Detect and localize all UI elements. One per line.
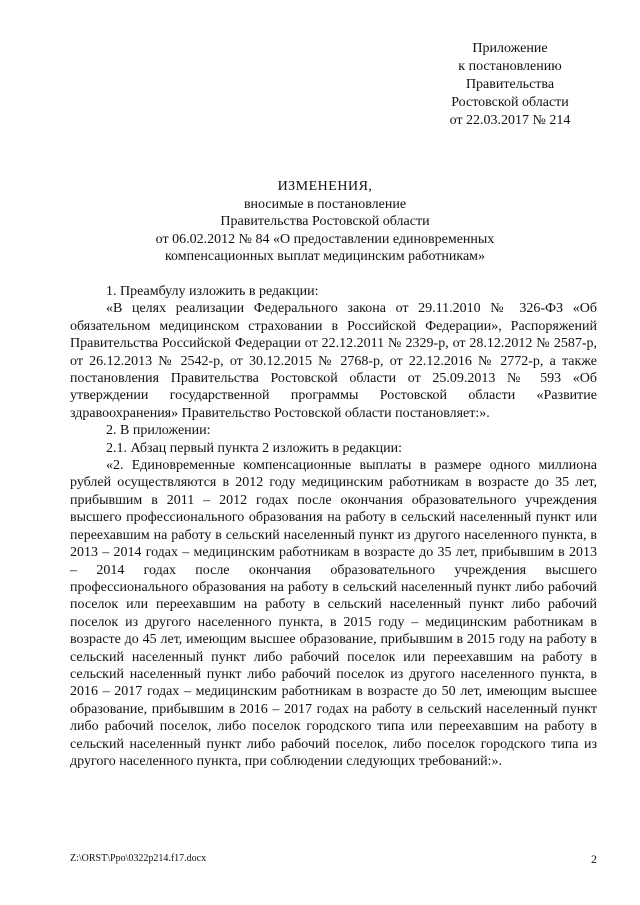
appendix-block (420, 40, 600, 130)
page-footer (70, 853, 597, 865)
paragraph: 2. В приложении: (106, 423, 211, 439)
heading-line: Правительства Ростовской области (220, 214, 430, 229)
page-number: 2 (591, 852, 597, 866)
heading-line: компенсационных выплат медицинским работникам» (164, 249, 486, 264)
heading-line: от 06.02.2012 № 84 «О предоставлении единовременных (155, 231, 495, 247)
appendix-line: Приложение (472, 41, 548, 56)
paragraph: 2.1. Абзац первый пункта 2 изложить в редакции: (106, 440, 403, 456)
document-title: ИЗМЕНЕНИЯ, (277, 179, 373, 194)
appendix-line: Ростовской области (451, 95, 569, 110)
document-body (70, 283, 597, 770)
paragraph: 1. Преамбулу изложить в редакции: (106, 284, 319, 299)
heading-line: вносимые в постановление (243, 196, 407, 212)
paragraph: «В целях реализации Федерального закона от 29.11.2010 № 326-ФЗ «Об обязательном медицинском страховании в Российской Федерации», Распоряжений Правительства Российской Федерации от 22.12.2011 № 2329-р, от 28.12.2012 № 2587-р, от 26.12.2013 № 2542-р, от 30.12.2015 № 2768-р, от 22.12.2016 № 2772-р, а также постановления Правительства Ростовской области от 25.09.2013 № 593 «Об утверждении государственной программы Ростовской области «Развитие здравоохранения» Правительство Ростовской области постановляет:». (70, 301, 597, 421)
appendix-line: к постановлению (458, 59, 562, 74)
appendix-line: от 22.03.2017 № 214 (449, 113, 571, 128)
paragraph: «2. Единовременные компенсационные выплаты в размере одного миллиона рублей осуществляются в 2012 году медицинским работникам в возрасте до 35 лет, прибывшим в 2011 – 2012 годах после окончания образовательного учреждения высшего профессионального образования на работу в сельский населенный пункт или переехавшим на работу в сельский населенный пункт из другого населенного пункта, в 2013 – 2014 годах – медицинским работникам в возрасте до 35 лет, прибывшим в 2013 – 2014 годах после окончания образовательного учреждения высшего профессионального образования на работу в сельский населенный пункт либо рабочий поселок или переехавшим на работу в сельский населенный пункт либо рабочий поселок из другого населенного пункта, в 2015 году – медицинским работникам в возрасте до 45 лет, имеющим высшее образование, прибывшим в 2015 году на работу в сельский населенный пункт либо рабочий поселок или переехавшим на работу в сельский населенный пункт либо рабочий поселок из другого населенного пункта, в 2016 – 2017 годах – медицинским работникам в возрасте до 50 лет, имеющим высшее образование, прибывшим в 2016 – 2017 годах на работу в сельский населенный пункт либо рабочий поселок, либо поселок городского типа или переехавшим на работу в сельский населенный пункт либо рабочий поселок, либо поселок городского типа из другого населенного пункта, при соблюдении следующих требований:». (70, 458, 597, 769)
document-heading (60, 178, 590, 266)
appendix-line: Правительства (465, 77, 555, 92)
file-path: Z:\ORST\Ppo\0322p214.f17.docx (70, 853, 207, 864)
